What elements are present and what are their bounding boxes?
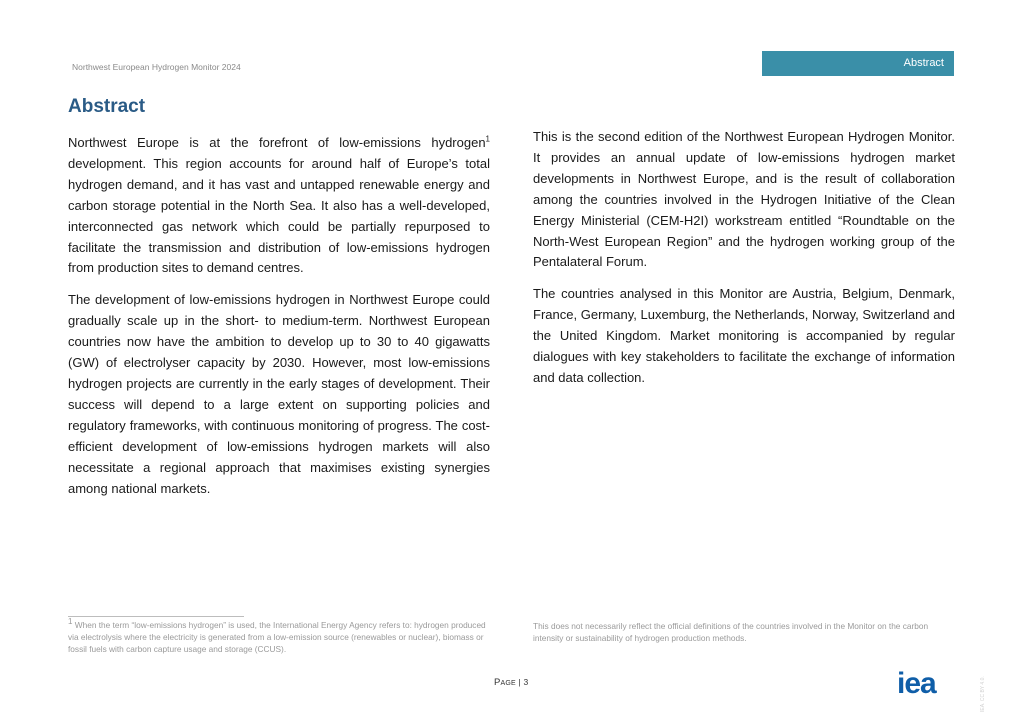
footnote-ref[interactable]: 1: [485, 134, 490, 144]
right-column: [533, 127, 955, 400]
footnote-right: This does not necessarily reflect the official definitions of the countries involved in the Monitor on the carbon intensity or sustainability of hydrogen production methods.: [533, 621, 929, 643]
left-paragraph-1-rest: development. This region accounts for around half of Europe’s total hydrogen demand, and it has vast and untapped renewable energy and carbon storage potential in the North Sea. It also has a well-developed, interconnected gas network which could be partially repurposed to facilitate the transmission and distribution of low-emissions hydrogen from production sites to demand centres.: [68, 155, 490, 276]
footnote-left: [68, 617, 490, 655]
footnote-left-text: When the term “low-emissions hydrogen” is used, the International Energy Agency refers to: hydrogen produced via electrolysis where the electricity is generated from a low-emission source (renewables or nuclear), biomass or fossil fuels with carbon capture usage and storage (CCUS).: [68, 620, 486, 654]
left-paragraph-1: [68, 133, 490, 279]
page-number: [494, 677, 528, 688]
iea-logo-text: iea: [897, 670, 936, 696]
left-paragraph-1-start: Northwest Europe is at the forefront of low-emissions hydrogen: [68, 135, 486, 150]
left-paragraph-2: The development of low-emissions hydrogen in Northwest Europe could gradually scale up in the short- to medium-term. Northwest European countries now have the ambition to develop up to 30 to 40 gigawatts (GW) of electrolyser capacity by 2030. However, most low-emissions hydrogen projects are currently in the early stages of development. Their success will depend to a large extent on supporting policies and regulatory frameworks, with continuous monitoring of progress. The cost-efficient development of low-emissions hydrogen markets will also necessitate a regional approach that maximises existing synergies among national markets.: [68, 292, 490, 496]
document-title: Northwest European Hydrogen Monitor 2024: [72, 62, 241, 72]
left-column: [68, 133, 490, 510]
page-label: Page: [494, 677, 516, 688]
page-title: Abstract: [68, 96, 146, 117]
page-separator: |: [515, 677, 524, 687]
footnote-number: 1: [68, 617, 73, 627]
license-mark: IEA. CC BY 4.0.: [980, 676, 986, 712]
iea-logo: [897, 670, 957, 696]
right-paragraph-1: This is the second edition of the Northwest European Hydrogen Monitor. It provides an annual update of low-emissions hydrogen market developments in Northwest Europe, and is the result of collaboration among the countries involved in the Hydrogen Initiative of the Clean Energy Ministerial (CEM-H2I) workstream entitled “Roundtable on the North-West European Region” and the hydrogen working group of the Pentalateral Forum.: [533, 129, 955, 270]
section-tab: Abstract: [762, 51, 954, 76]
page-number-value: 3: [523, 677, 529, 687]
footnote-divider: [68, 616, 244, 617]
right-paragraph-2: The countries analysed in this Monitor are Austria, Belgium, Denmark, France, Germany, Luxemburg, the Netherlands, Norway, Switzerland and the United Kingdom. Market monitoring is accompanied by regular dialogues with key stakeholders to facilitate the exchange of information and data collection.: [533, 286, 955, 385]
